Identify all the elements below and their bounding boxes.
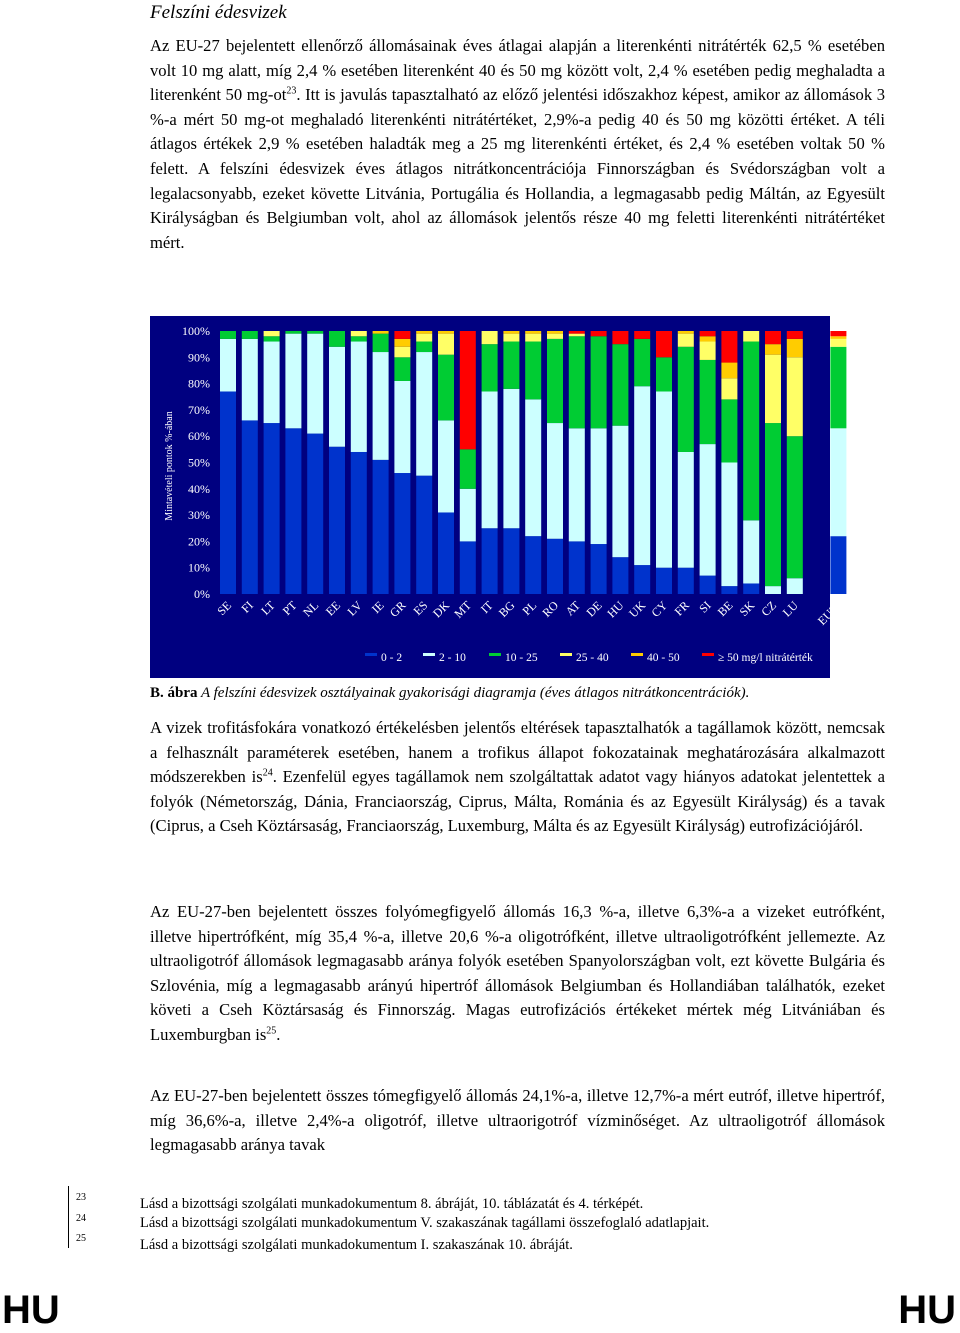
bar-segment-lt-0	[264, 423, 280, 594]
bar-segment-mt-0	[460, 541, 476, 594]
bar-segment-at-5	[569, 331, 585, 334]
bar-segment-es-3	[416, 334, 432, 342]
bar-segment-at-2	[569, 336, 585, 428]
bar-segment-eu27-1	[830, 428, 846, 536]
bar-segment-dk-1	[438, 420, 454, 512]
bar-segment-pl-0	[525, 536, 541, 594]
bar-segment-gr-4	[394, 339, 410, 347]
bar-segment-dk-3	[438, 334, 454, 355]
legend-label: 25 - 40	[576, 652, 609, 664]
bar-segment-ee-2	[329, 331, 345, 347]
legend-label: 0 - 2	[381, 652, 403, 664]
y-axis-ticks	[182, 324, 210, 601]
footnote-text: Lásd a bizottsági szolgálati munkadokumentum V. szakaszának tagállami összefoglaló adatlapjait.	[140, 1215, 710, 1231]
bar-segment-lu-5	[787, 331, 803, 339]
bar-segment-fr-3	[678, 334, 694, 347]
bar-segment-bg-3	[503, 334, 519, 342]
legend-swatch	[560, 653, 572, 656]
bar-segment-be-0	[721, 586, 737, 594]
bar-segment-cz-2	[765, 423, 781, 586]
bar-segment-hu-0	[612, 557, 628, 594]
x-tick-label: SE	[214, 598, 235, 619]
y-tick-label: 50%	[188, 455, 210, 470]
legend-label: ≥ 50 mg/l nitrátérték	[718, 652, 813, 664]
bar-segment-si-3	[700, 342, 716, 360]
bar-segment-de-5	[591, 331, 607, 336]
x-tick-label: LT	[258, 598, 278, 618]
bar-segment-uk-5	[634, 331, 650, 339]
bar-segment-se-1	[220, 339, 236, 392]
bar-segment-pl-3	[525, 334, 541, 342]
bar-segment-eu27-4	[830, 336, 846, 339]
legend-label: 2 - 10	[439, 652, 466, 664]
legend-swatch	[489, 653, 501, 656]
y-tick-label: 20%	[188, 534, 210, 549]
figure-caption: B. ábra A felszíni édesvizek osztályainak gyakorisági diagramja (éves átlagos nitrátkoncentrációk).	[150, 685, 750, 701]
x-tick-label: BG	[495, 598, 518, 620]
bar-segment-si-4	[700, 336, 716, 341]
bar-segment-mt-5	[460, 331, 476, 449]
legend-label: 10 - 25	[505, 652, 538, 664]
bar-segment-nl-0	[307, 434, 323, 594]
x-tick-label: RO	[539, 598, 562, 620]
bar-segment-cz-4	[765, 344, 781, 355]
bar-segment-uk-0	[634, 565, 650, 594]
bar-segment-fi-0	[242, 420, 258, 594]
y-tick-label: 40%	[188, 481, 210, 496]
bar-segment-lv-1	[351, 342, 367, 452]
bar-segment-it-0	[482, 528, 498, 594]
bar-segment-lv-2	[351, 336, 367, 341]
x-tick-label: GR	[386, 598, 409, 620]
bar-segment-uk-2	[634, 339, 650, 386]
x-tick-label: CY	[648, 598, 671, 620]
bar-segment-sk-3	[743, 331, 759, 342]
x-tick-label: MT	[451, 598, 474, 621]
x-tick-label: SI	[696, 598, 714, 616]
bar-segment-eu27-3	[830, 339, 846, 347]
bar-segment-lt-3	[264, 331, 280, 336]
legend-swatch	[631, 653, 643, 656]
chart-legend	[365, 652, 813, 664]
x-tick-label: IE	[368, 598, 387, 617]
bar-segment-be-3	[721, 378, 737, 399]
bar-segment-ie-4	[373, 331, 389, 334]
bar-segment-si-0	[700, 576, 716, 594]
bar-segment-fi-2	[242, 331, 258, 339]
bar-segment-ee-1	[329, 347, 345, 447]
bar-segment-lu-2	[787, 436, 803, 578]
bar-segment-cy-1	[656, 391, 672, 567]
bar-segment-cy-2	[656, 357, 672, 391]
bar-segment-ro-0	[547, 539, 563, 594]
paragraph-2: A vizek trofitásfokára vonatkozó értékelésben jelentős eltérések tapasztalhatók a tagállamok között, nemcsak a felhasznált paraméterek esetében, hanem a trofikus állapot fokozatainak meghatározására alkalmazott módszerekben $is^{24}$. Ezenfelül egyes tagállamok nem szolgáltattak adatot vagy hiányos adatokat jelentettek a folyók (Németország, Dánia, Franciaország, Ciprus, Málta, Románia és az Egyesült Királyság) és a tavak (Ciprus, a Cseh Köztársaság, Franciaország, Luxemburg, Málta és az Egyesült Királyság) eutrofizációjáról.	[150, 718, 885, 836]
bar-segment-fr-2	[678, 347, 694, 452]
x-tick-label: PT	[279, 598, 300, 619]
bar-segment-ee-0	[329, 447, 345, 594]
bar-segment-si-5	[700, 331, 716, 336]
legend-swatch	[702, 653, 714, 656]
bar-segment-ie-1	[373, 352, 389, 460]
bar-segment-hu-5	[612, 331, 628, 344]
y-tick-label: 80%	[188, 376, 210, 391]
paragraph-1: Az EU-27 bejelentett ellenőrző állomásainak éves átlagai alapján a literenkénti nitrátérték 62,5 % esetében volt 10 mg alatt, míg 2,4 % esetében literenként 40 és 50 mg között volt, 2,4 % esetében pedig meghaladta a literenként 50 $mg-ot^{23}$. Itt is javulás tapasztalható az előző jelentési időszakhoz képest, amikor az állomások 3 %-a mért 50 mg-ot meghaladó literenkénti nitrátértéket, 2,9%-a pedig 40 és 50 mg közötti értéket. A téli átlagos értékek 2,9 % esetében haladták meg a 25 mg literenkénti értéket, és 2,4 % esetében voltak 50 % felett. A felszíni édesvizek éves átlagos nitrátkoncentrációja Finnországban és Svédországban volt a legalacsonyabb, ezeket követte Litvánia, Portugália és Hollandia, a legmagasabb pedig Máltán, az Egyesült Királyságban és Belgiumban volt, ahol az állomások jelentős része 40 mg feletti literenkénti nitrátértéket mért.	[150, 36, 886, 252]
footnote-text: Lásd a bizottsági szolgálati munkadokumentum I. szakaszának 10. ábráját.	[140, 1237, 573, 1253]
bar-segment-bg-4	[503, 331, 519, 334]
bar-segment-be-2	[721, 399, 737, 462]
bar-segment-pt-1	[285, 334, 301, 429]
paragraph-3: Az EU-27-ben bejelentett összes folyómegfigyelő állomás 16,3 %-a, illetve 6,3%-a a vizeket eutrófként, illetve hipertrófként, míg 35,4 %-a, illetve 20,6 %-a oligotrófként, illetve ultraoligotrófként jellemezte. Az ultraoligotróf állomások legmagasabb aránya folyók esetében Spanyolországban volt, ezt követte Bulgária és Szlovénia, míg a legmagasabb arányú hipertróf állomások Belgiumban és Hollandiában találhatók, ezeket követi a Cseh Köztársaság és Finnország. Magas eutrofizációs értékeket mértek még Litvániában és Luxemburgban $is^{25}$.	[150, 902, 885, 1044]
bar-segment-mt-2	[460, 449, 476, 488]
x-tick-label: UK	[626, 598, 649, 621]
bar-segment-at-3	[569, 334, 585, 337]
bar-segment-cz-3	[765, 355, 781, 423]
bar-segment-lu-4	[787, 339, 803, 357]
x-tick-label: LU	[779, 598, 801, 620]
bar-segment-bg-0	[503, 528, 519, 594]
x-tick-label: CZ	[758, 598, 780, 619]
bar-segment-sk-2	[743, 342, 759, 521]
x-tick-label: SK	[736, 598, 758, 619]
chart-svg	[150, 316, 845, 678]
x-tick-label: DE	[583, 598, 605, 620]
bar-segment-bg-2	[503, 342, 519, 389]
nitrate-chart	[150, 316, 845, 678]
bar-segment-fr-4	[678, 331, 694, 334]
bar-segment-hu-2	[612, 344, 628, 426]
bar-segment-fr-0	[678, 568, 694, 594]
bars	[220, 331, 846, 594]
bar-segment-hu-1	[612, 426, 628, 558]
bar-segment-mt-1	[460, 489, 476, 542]
bar-segment-lt-2	[264, 336, 280, 341]
x-axis-ticks	[214, 598, 844, 628]
bar-segment-gr-0	[394, 473, 410, 594]
footnote-number: 24	[76, 1213, 86, 1224]
bar-segment-de-2	[591, 336, 607, 428]
bar-segment-sk-0	[743, 583, 759, 594]
bar-segment-ro-1	[547, 423, 563, 539]
bar-segment-dk-0	[438, 512, 454, 594]
bar-segment-it-1	[482, 391, 498, 528]
bar-segment-se-0	[220, 391, 236, 594]
x-tick-label: LV	[344, 598, 365, 619]
bar-segment-es-1	[416, 352, 432, 476]
footnote-text: Lásd a bizottsági szolgálati munkadokumentum 8. ábráját, 10. táblázatát és 4. térképét.	[140, 1196, 644, 1212]
bar-segment-pl-1	[525, 399, 541, 536]
bar-segment-es-2	[416, 342, 432, 353]
bar-segment-es-4	[416, 331, 432, 334]
legend-swatch	[423, 653, 435, 656]
bar-segment-lu-3	[787, 357, 803, 436]
bar-segment-ro-4	[547, 331, 563, 334]
bar-segment-bg-1	[503, 389, 519, 528]
bar-segment-cy-0	[656, 568, 672, 594]
bar-segment-si-1	[700, 444, 716, 575]
bar-segment-cz-5	[765, 331, 781, 344]
y-tick-label: 70%	[188, 402, 210, 417]
bar-segment-gr-2	[394, 357, 410, 381]
bar-segment-lv-3	[351, 331, 367, 336]
footnote-rule	[68, 1186, 69, 1248]
bar-segment-ie-0	[373, 460, 389, 594]
bar-segment-sk-1	[743, 520, 759, 583]
x-tick-label: EU27	[814, 598, 845, 628]
bar-segment-dk-2	[438, 355, 454, 421]
bar-segment-at-1	[569, 428, 585, 541]
bar-segment-pl-2	[525, 342, 541, 400]
bar-segment-se-2	[220, 331, 236, 339]
bar-segment-eu27-2	[830, 347, 846, 429]
bar-segment-si-2	[700, 360, 716, 444]
bar-segment-nl-2	[307, 331, 323, 334]
bar-segment-it-3	[482, 331, 498, 344]
x-tick-label: DK	[429, 598, 453, 621]
bar-segment-ie-2	[373, 334, 389, 352]
x-tick-label: BE	[714, 598, 736, 619]
bar-segment-be-1	[721, 463, 737, 587]
bar-segment-lt-1	[264, 342, 280, 424]
footnote-number: 25	[76, 1233, 86, 1244]
bar-segment-eu27-5	[830, 331, 846, 336]
bar-segment-ro-3	[547, 334, 563, 339]
bar-segment-pt-2	[285, 331, 301, 334]
x-tick-label: PL	[519, 598, 540, 619]
language-marker-right: HU	[898, 1288, 956, 1332]
y-tick-label: 100%	[182, 324, 210, 338]
y-tick-label: 0%	[194, 587, 210, 601]
footnote-number: 23	[76, 1192, 86, 1203]
bar-segment-cy-5	[656, 331, 672, 357]
y-tick-label: 10%	[188, 560, 210, 575]
y-axis-label: Mintavételi pontok %-ában	[164, 411, 175, 521]
paragraph-4: Az EU-27-ben bejelentett összes tómegfigyelő állomás 24,1%-a, illetve 12,7%-a mért eutróf, illetve hipertróf, míg 36,6%-a, illetve 2,4%-a oligotróf, illetve ultraorigotróf vízminőséget. Az ultraoligotróf állomások legmagasabb aránya tavak	[150, 1086, 885, 1155]
legend-label: 40 - 50	[647, 652, 680, 664]
x-tick-label: AT	[562, 598, 583, 619]
section-heading: Felszíni édesvizek	[150, 2, 287, 23]
footnote-ref-24[interactable]: 24	[262, 767, 273, 779]
bar-segment-ro-2	[547, 339, 563, 423]
bar-segment-dk-4	[438, 331, 454, 334]
bar-segment-eu27-0	[830, 536, 846, 594]
bar-segment-gr-3	[394, 347, 410, 358]
bar-segment-pt-0	[285, 428, 301, 594]
bar-segment-pl-4	[525, 331, 541, 334]
bar-segment-it-2	[482, 344, 498, 391]
bar-segment-be-5	[721, 331, 737, 363]
bar-segment-de-1	[591, 428, 607, 544]
y-tick-label: 30%	[188, 508, 210, 523]
bar-segment-lv-0	[351, 452, 367, 594]
legend-swatch	[365, 653, 377, 656]
y-tick-label: 90%	[188, 350, 210, 365]
bar-segment-cz-1	[765, 586, 781, 594]
bar-segment-gr-5	[394, 331, 410, 339]
x-tick-label: IT	[477, 598, 496, 617]
bar-segment-es-0	[416, 476, 432, 594]
bar-segment-gr-1	[394, 381, 410, 473]
footnote-ref-25[interactable]: 25	[266, 1025, 277, 1037]
x-tick-label: ES	[410, 598, 431, 619]
y-tick-label: 60%	[188, 429, 210, 444]
bar-segment-fi-1	[242, 339, 258, 421]
x-tick-label: FI	[238, 598, 256, 616]
x-tick-label: FR	[671, 598, 692, 619]
bar-segment-de-0	[591, 544, 607, 594]
bar-segment-at-0	[569, 541, 585, 594]
bar-segment-uk-1	[634, 386, 650, 565]
x-tick-label: HU	[604, 598, 627, 621]
x-tick-label: EE	[322, 598, 344, 619]
bar-segment-lu-1	[787, 578, 803, 594]
bar-segment-be-4	[721, 363, 737, 379]
x-tick-label: NL	[300, 598, 322, 620]
language-marker-left: HU	[2, 1288, 60, 1332]
bar-segment-nl-1	[307, 334, 323, 434]
bar-segment-fr-1	[678, 452, 694, 568]
footnote-ref-23[interactable]: 23	[286, 85, 297, 97]
